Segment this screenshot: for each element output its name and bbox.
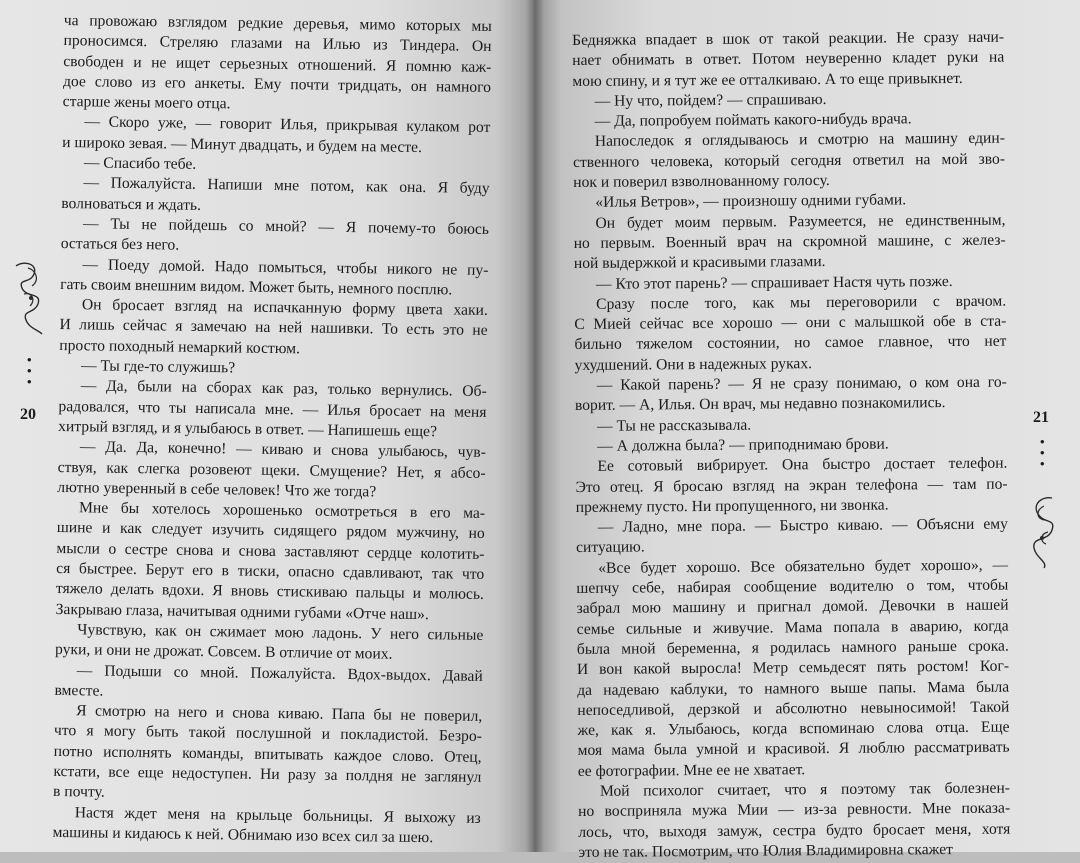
text-line: руки, и они не дрожат. Совсем. В отличие от моих. (54, 641, 393, 663)
text-line: это не так. Посмотрим, что Юлия Владимировна скажет (578, 840, 953, 861)
text-line: просто походный немаркий костюм. (59, 336, 301, 358)
text-line: шепчу себе, набирая сообщение водителю о том, чтобы (576, 576, 1009, 597)
text-line: — Да, попробуем поймать какого-нибудь врача. (594, 110, 912, 131)
text-line: — Ну что, пойдем? — спрашиваю. (594, 90, 827, 110)
text-line: хитрый взгляд, и я улыбаюсь в ответ. — Напишешь еще? (58, 417, 438, 441)
text-line: вместе. (54, 681, 104, 700)
text-line: остаться без него. (60, 235, 180, 254)
text-line: лось, что, выходя замуж, сестра будто бросает меня, хотя (578, 820, 1011, 841)
text-line: Чувствую, как он сжимает мою ладонь. У него сильные (77, 621, 484, 644)
text-line: ситуацию. (575, 538, 645, 557)
text-line: семье сильные и живучие. Мама попала в аварию, когда (576, 617, 1009, 638)
text-line: Ее сотовый вибрирует. Она быстро достает телефон. (597, 454, 1008, 476)
text-line: волноваться и ждать. (61, 194, 202, 214)
text-line: ворит. — А, Илья. Он врач, мы недавно познакомились. (574, 394, 946, 415)
text-line: Это отец. Я бросаю взгляд на экран телефона — там по- (575, 475, 1008, 496)
text-line: прежнему пусто. Ни пропущенного, ни звонка. (575, 496, 889, 516)
text-line: «Все будет хорошо. Все обязательно будет хорошо», — (598, 556, 1009, 577)
text-line: ухудшений. Они в надежных руках. (574, 354, 813, 374)
text-line: в почту. (52, 783, 105, 801)
text-line: — Ты где-то служишь? (80, 357, 236, 377)
text-line: тяжело делать вдохи. Я вновь стискиваю пальцы и молюсь. (55, 580, 485, 604)
text-line: ной выдержкой и красивыми глазами. (573, 253, 826, 273)
text-line: Мне бы хотелось хорошенько осмотреться в его ма- (78, 499, 486, 523)
book-gutter (526, 0, 544, 852)
text-line: что я могу быть такой послушной и покладистой. Безро- (53, 722, 483, 746)
text-line: забрал мою машину и пригнал домой. Девочки в нашей (576, 596, 1009, 618)
text-line: ся быстрее. Берут его в тиски, опасно сдавливают, так что (56, 559, 485, 583)
text-line: нок и поверил взволнованному голосу. (573, 172, 830, 192)
text-line: — Пожалуйста. Напиши мне потом, как она. Я буду (83, 174, 490, 198)
text-line: моя мама была умной и красивой. Я люблю рассматривать (577, 738, 1010, 760)
text-line: бильно тяжелом состоянии, но самое главное, что нет (574, 333, 1007, 354)
text-line: свободен и не ищет серьезных отношений. Я помню каж- (63, 52, 492, 76)
text-line: ее фотографии. Мне ее не хватает. (577, 760, 806, 780)
text-line: машины и кидаюсь к ней. Обнимаю изо всех сил за шею. (52, 823, 434, 847)
text-line: непоседливой, дерзкой и абсолютно невыносимой! Такой (577, 698, 1010, 719)
text-line: мою спину, и я тут же ее отталкиваю. А то еще привыкнет. (572, 69, 963, 90)
text-line: Я смотрю на него и снова киваю. Папа бы не поверил, (76, 702, 483, 726)
text-line: — Ладно, мне пора. — Быстро киваю. — Объясни ему (597, 515, 1008, 536)
text-line: проносимся. Стреляю глазами на Илью из Тиндера. Он (63, 32, 492, 56)
text-line: Он будет моим первым. Разумеется, не единственным, (595, 211, 1006, 232)
text-line: гать своим внешним видом. Может быть, немного посплю. (60, 275, 453, 299)
text-line: была мной беременна, я родилась намного раньше срока. (576, 637, 1009, 658)
text-line: старше жены моего отца. (62, 93, 231, 113)
text-line: ственного человека, который сегодня ответил на мой зво- (572, 150, 1006, 171)
text-line: И вон какой выросла! Метр семьдесят пять ростом! Ког- (576, 657, 1010, 679)
text-line: Сразу после того, как мы переговорили с врачом. (596, 292, 1007, 313)
text-line: да надеваю каблуки, то намного выше папы. Мама была (577, 678, 1010, 699)
text-line: нает обнимать в ответ. Потом неуверенно кладет руки на (572, 48, 1005, 70)
text-line: и широко зевая. — Минут двадцать, и будем на месте. (62, 133, 423, 156)
text-line: ствуя, как слегка розовеют щеки. Смущение? Нет, я абсо- (57, 458, 486, 482)
text-line: но первым. Военный врач на скромной машине, с желез- (573, 231, 1006, 252)
left-dots-ornament: • • • (27, 352, 32, 389)
text-line: дое слово из его анкеты. Ему почти тридцать, он намного (62, 72, 492, 96)
text-line: Он бросает взгляд на испачканную форму цвета хаки. (81, 296, 488, 320)
text-line: — А должна была? — приподнимаю брови. (597, 435, 889, 455)
text-line: И лишь сейчас я замечаю на ней нашивки. То есть это не (59, 316, 488, 340)
text-line: — Скоро уже, — говорит Илья, прикрывая кулаком рот (84, 113, 491, 137)
text-line: — Да. Да, конечно! — киваю и снова улыбаюсь, чув- (79, 438, 486, 462)
text-line: «Илья Ветров», — произношу одними губами. (595, 191, 907, 212)
text-line: кстати, все еще недоступен. Ни разу за полдня не заглянул (53, 762, 482, 786)
text-line: ча провожаю взглядом редкие деревья, мимо которых мы (63, 11, 492, 35)
text-line: радовался, что ты написала мне. — Илья бросает на меня (58, 397, 487, 421)
text-line: Закрываю глаза, начитывая одними губами «Отче наш». (55, 600, 429, 623)
text-line: С Мией сейчас все хорошо — они с малышкой обе в ста- (574, 312, 1007, 334)
left-page-number: 20 (20, 406, 36, 423)
left-page (0, 0, 534, 852)
right-page-number: 21 (1033, 409, 1049, 426)
text-line: — Ты не рассказывала. (597, 416, 752, 435)
text-line: — Да, были на сборах как раз, только вернулись. Об- (80, 377, 487, 401)
text-line: — Какой парень? — Я не сразу понимаю, о ком она го- (596, 373, 1007, 394)
text-line: — Поеду домой. Надо помыться, чтобы никого не пу- (82, 255, 489, 279)
text-line: мысли о сестре снова и снова заставляют сердце колотить- (56, 539, 485, 563)
text-line: но восприняла мужа Мии — из-за ревности. Мне показа- (578, 799, 1011, 821)
text-line: шине и как следует изучить сидящего рядом мужчину, но (56, 519, 485, 543)
text-line: — Ты не пойдешь со мной? — Я почему-то боюсь (82, 215, 490, 238)
right-page-text (572, 28, 1011, 863)
doodle-ornament-icon (1022, 492, 1066, 570)
text-line: Бедняжка впадает в шок от такой реакции. Не сразу начи- (572, 28, 1005, 49)
doodle-ornament-icon (8, 258, 52, 336)
text-line: же, как я. Улыбаюсь, когда вспоминаю слова отца. Еще (577, 718, 1010, 740)
text-line: — Спасибо тебе. (83, 154, 197, 173)
left-page-text (52, 11, 492, 849)
text-line: Мой психолог считает, что я поэтому так болезнен- (599, 779, 1011, 800)
text-line: — Кто этот парень? — спрашивает Настя чуть позже. (595, 272, 953, 293)
text-line: — Подыши со мной. Пожалуйста. Вдох-выдох. Давай (76, 661, 483, 685)
text-line: лютно уверенный в себе человек! Что же тогда? (57, 478, 377, 501)
text-line: Настя ждет меня на крыльце больницы. Я выхожу из (74, 803, 481, 827)
text-line: потно исполнять команды, впитывать каждое слово. Отец, (53, 742, 482, 766)
text-line: Напоследок я оглядываюсь и смотрю на машину един- (594, 130, 1005, 151)
right-dots-ornament: • • • (1040, 434, 1045, 471)
